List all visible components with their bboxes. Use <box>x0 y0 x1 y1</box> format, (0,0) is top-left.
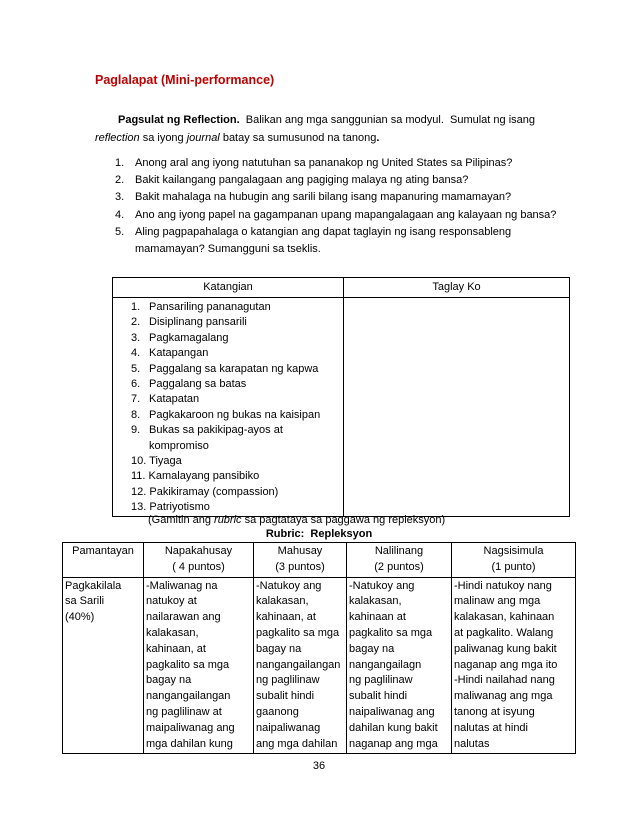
rubric-header-napakahusay <box>144 543 254 578</box>
item-text: Kamalayang pansibiko <box>148 470 260 483</box>
question-number: 1. <box>115 157 125 169</box>
characteristics-list-cell <box>113 298 344 517</box>
item-text: Katapangan <box>149 347 209 360</box>
characteristics-header-row <box>113 278 570 298</box>
rubric-cell-line: dahilan kung bakit <box>349 721 438 734</box>
item-text: Paggalang sa karapatan ng kapwa <box>149 362 319 375</box>
list-item <box>131 315 343 330</box>
characteristics-table <box>112 277 570 517</box>
item-number: 1. <box>131 301 141 313</box>
item-number: 3. <box>131 331 141 344</box>
list-item <box>131 362 343 377</box>
rubric-cell-line: kalakasan, <box>256 595 309 608</box>
rubric-cell-line: naipaliwanag ang <box>349 705 435 718</box>
rubric-header-nalilinang <box>347 543 452 578</box>
header-label: Napakahusay <box>164 545 233 557</box>
header-taglay-ko: Taglay Ko <box>344 278 570 298</box>
header-label: Mahusay <box>277 545 323 557</box>
header-label: Pamantayan <box>72 545 134 557</box>
rubric-cell-line: nangangailangan <box>146 690 231 703</box>
question-number: 5. <box>115 225 125 238</box>
item-number: 11. <box>131 470 146 483</box>
header-label: Nalilinang <box>374 545 424 557</box>
header-points: (3 puntos) <box>275 560 325 573</box>
rubric-header-pamantayan <box>63 543 144 578</box>
rubric-term: rubric <box>214 514 242 526</box>
rubric-cell-line: kalakasan, kahinaan <box>454 611 555 624</box>
instruction-lead: Pagsulat ng Reflection. <box>118 114 240 126</box>
rubric-cell-line: subalit hindi <box>349 690 408 703</box>
item-number: 10. <box>131 455 147 468</box>
rubric-cell-line: -Natukoy ang <box>349 579 415 592</box>
rubric-cell-napakahusay <box>144 577 254 754</box>
reflection-term: reflection <box>95 132 140 144</box>
list-item <box>131 331 343 346</box>
question-number: 2. <box>115 174 125 187</box>
rubric-cell-line: ng paglilinaw <box>256 674 320 687</box>
question-text: Bakit kailangang pangalagaan ang pagiging malaya ng ating bansa? <box>135 174 469 187</box>
header-points: (2 puntos) <box>374 560 424 573</box>
instructions-paragraph <box>95 111 535 147</box>
criterion-line: sa Sarili <box>65 595 105 608</box>
rubric-cell-line: maliwanag ang mga <box>454 690 553 703</box>
rubric-cell-line: malinaw ang mga <box>454 595 541 608</box>
rubric-header-row <box>63 543 576 578</box>
rubric-title: Rubric: Repleksyon <box>265 528 373 540</box>
rubric-cell-line: pagkalito sa mga <box>256 626 340 639</box>
question-text: Aling pagpapahalaga o katangian ang dapat taglayin ng isang responsableng mamamayan? Sumangguni sa tseklis. <box>135 225 512 256</box>
rubric-header-nagsisimula <box>452 543 576 578</box>
rubric-cell-line: bagay na <box>146 674 192 687</box>
rubric-cell-line: pagkalito sa mga <box>349 626 433 639</box>
header-label: Nagsisimula <box>483 545 544 557</box>
item-text: Pakikiramay (compassion) <box>149 485 279 498</box>
rubric-cell-line: gaanong <box>256 705 299 718</box>
rubric-cell-line: bagay na <box>256 642 302 655</box>
list-item <box>131 408 343 423</box>
list-item <box>131 485 343 500</box>
question-text: Ano ang iyong papel na gagampanan upang mapangalagaan ang kalayaan ng bansa? <box>135 208 557 221</box>
rubric-cell-line: kalakasan, <box>146 626 199 639</box>
question-item <box>115 155 565 172</box>
item-text: Katapatan <box>149 393 200 406</box>
rubric-cell-line: subalit hindi <box>256 690 315 703</box>
rubric-cell-line: natukoy at <box>146 595 197 608</box>
question-item <box>115 189 565 206</box>
item-number: 6. <box>131 378 141 391</box>
item-text: Pagkamagalang <box>149 331 229 344</box>
rubric-cell-line: kahinaan, at <box>256 611 316 624</box>
question-number: 4. <box>115 208 125 221</box>
rubric-cell-line: -Hindi nailahad nang <box>454 674 555 687</box>
item-number: 7. <box>131 393 141 406</box>
item-number: 12. <box>131 485 147 498</box>
item-text: Bukas sa pakikipag-ayos at kompromiso <box>149 424 283 452</box>
list-item <box>131 392 343 407</box>
rubric-criterion <box>63 577 144 754</box>
note-text: (Gamitin ang <box>148 514 215 526</box>
list-item <box>131 469 343 484</box>
list-item <box>131 377 343 392</box>
question-list <box>115 155 565 258</box>
rubric-cell-line: -Maliwanag na <box>146 579 218 592</box>
item-text: Patriyotismo <box>149 501 210 514</box>
item-number: 5. <box>131 362 141 375</box>
rubric-cell-line: -Hindi natukoy nang <box>454 579 552 592</box>
instruction-text: Balikan ang mga sanggunian sa modyul. Sumulat ng isang <box>239 114 535 126</box>
list-item <box>131 346 343 361</box>
rubric-cell-line: mga dahilan kung <box>146 737 233 750</box>
rubric-cell-nalilinang <box>347 577 452 754</box>
item-number: 4. <box>131 347 141 360</box>
rubric-cell-line: nangangailagn <box>349 658 422 671</box>
rubric-table <box>62 542 576 754</box>
question-number: 3. <box>115 191 125 204</box>
rubric-cell-line: bagay na <box>349 642 395 655</box>
rubric-cell-line: naipaliwanag <box>256 721 321 734</box>
question-item <box>115 224 525 258</box>
item-number: 8. <box>131 408 141 421</box>
item-number: 9. <box>131 424 141 437</box>
rubric-cell-line: ang mga dahilan <box>256 737 338 750</box>
rubric-cell-line: at pagkalito. Walang <box>454 626 554 639</box>
item-number: 2. <box>131 316 141 329</box>
rubric-cell-line: kahinaan, at <box>146 642 206 655</box>
question-text: Bakit mahalaga na hubugin ang sarili bilang isang mapanuring mamamayan? <box>135 191 512 204</box>
rubric-row <box>63 577 576 754</box>
rubric-note <box>148 514 445 526</box>
rubric-cell-line: paliwanag kung bakit <box>454 642 557 655</box>
item-number: 13. <box>131 501 147 514</box>
item-text: Pansariling pananagutan <box>149 301 271 313</box>
rubric-cell-line: nangangailangan <box>256 658 341 671</box>
rubric-cell-line: nalutas <box>454 737 490 750</box>
instruction-period: . <box>376 132 380 144</box>
rubric-cell-line: naganap ang mga ito <box>454 658 558 671</box>
question-text: Anong aral ang iyong natutuhan sa pananakop ng United States sa Pilipinas? <box>135 157 513 169</box>
item-text: Disiplinang pansarili <box>149 316 247 329</box>
rubric-cell-line: naganap ang mga <box>349 737 438 750</box>
journal-term: journal <box>186 132 220 144</box>
rubric-cell-line: nailarawan ang <box>146 611 221 624</box>
rubric-cell-mahusay <box>254 577 347 754</box>
criterion-line: Pagkakilala <box>65 579 122 592</box>
rubric-cell-line: nalutas at hindi <box>454 721 528 734</box>
rubric-cell-line: -Natukoy ang <box>256 579 322 592</box>
rubric-cell-line: kahinaan at <box>349 611 406 624</box>
page-number: 36 <box>312 760 326 772</box>
rubric-cell-line: kalakasan, <box>349 595 402 608</box>
instruction-text-3: batay sa sumusunod na tanong <box>219 132 377 144</box>
rubric-cell-line: ng paglilinaw at <box>146 705 222 718</box>
rubric-header-mahusay <box>254 543 347 578</box>
characteristics-list <box>113 298 343 516</box>
header-points: ( 4 puntos) <box>172 560 225 573</box>
taglay-ko-cell[interactable] <box>344 298 570 517</box>
list-item <box>131 300 343 315</box>
note-text-2: sa pagtataya sa paggawa ng repleksyon) <box>241 514 446 526</box>
instruction-text-2: sa iyong <box>139 132 187 144</box>
section-heading: Paglalapat (Mini-performance) <box>95 73 275 87</box>
header-katangian: Katangian <box>113 278 344 298</box>
rubric-cell-line: tanong at isyung <box>454 705 535 718</box>
list-item <box>131 454 343 469</box>
rubric-cell-line: ng paglilinaw <box>349 674 413 687</box>
rubric-cell-line: pagkalito sa mga <box>146 658 230 671</box>
criterion-line: (40%) <box>65 611 95 624</box>
rubric-cell-line: maipaliwanag ang <box>146 721 235 734</box>
item-text: Pagkakaroon ng bukas na kaisipan <box>149 408 321 421</box>
rubric-cell-nagsisimula <box>452 577 576 754</box>
item-text: Tiyaga <box>146 455 182 468</box>
question-item <box>115 207 565 224</box>
header-points: (1 punto) <box>491 560 536 573</box>
characteristics-body-row <box>113 298 570 517</box>
question-item <box>115 172 565 189</box>
item-text: Paggalang sa batas <box>149 378 247 391</box>
list-item <box>131 423 309 454</box>
